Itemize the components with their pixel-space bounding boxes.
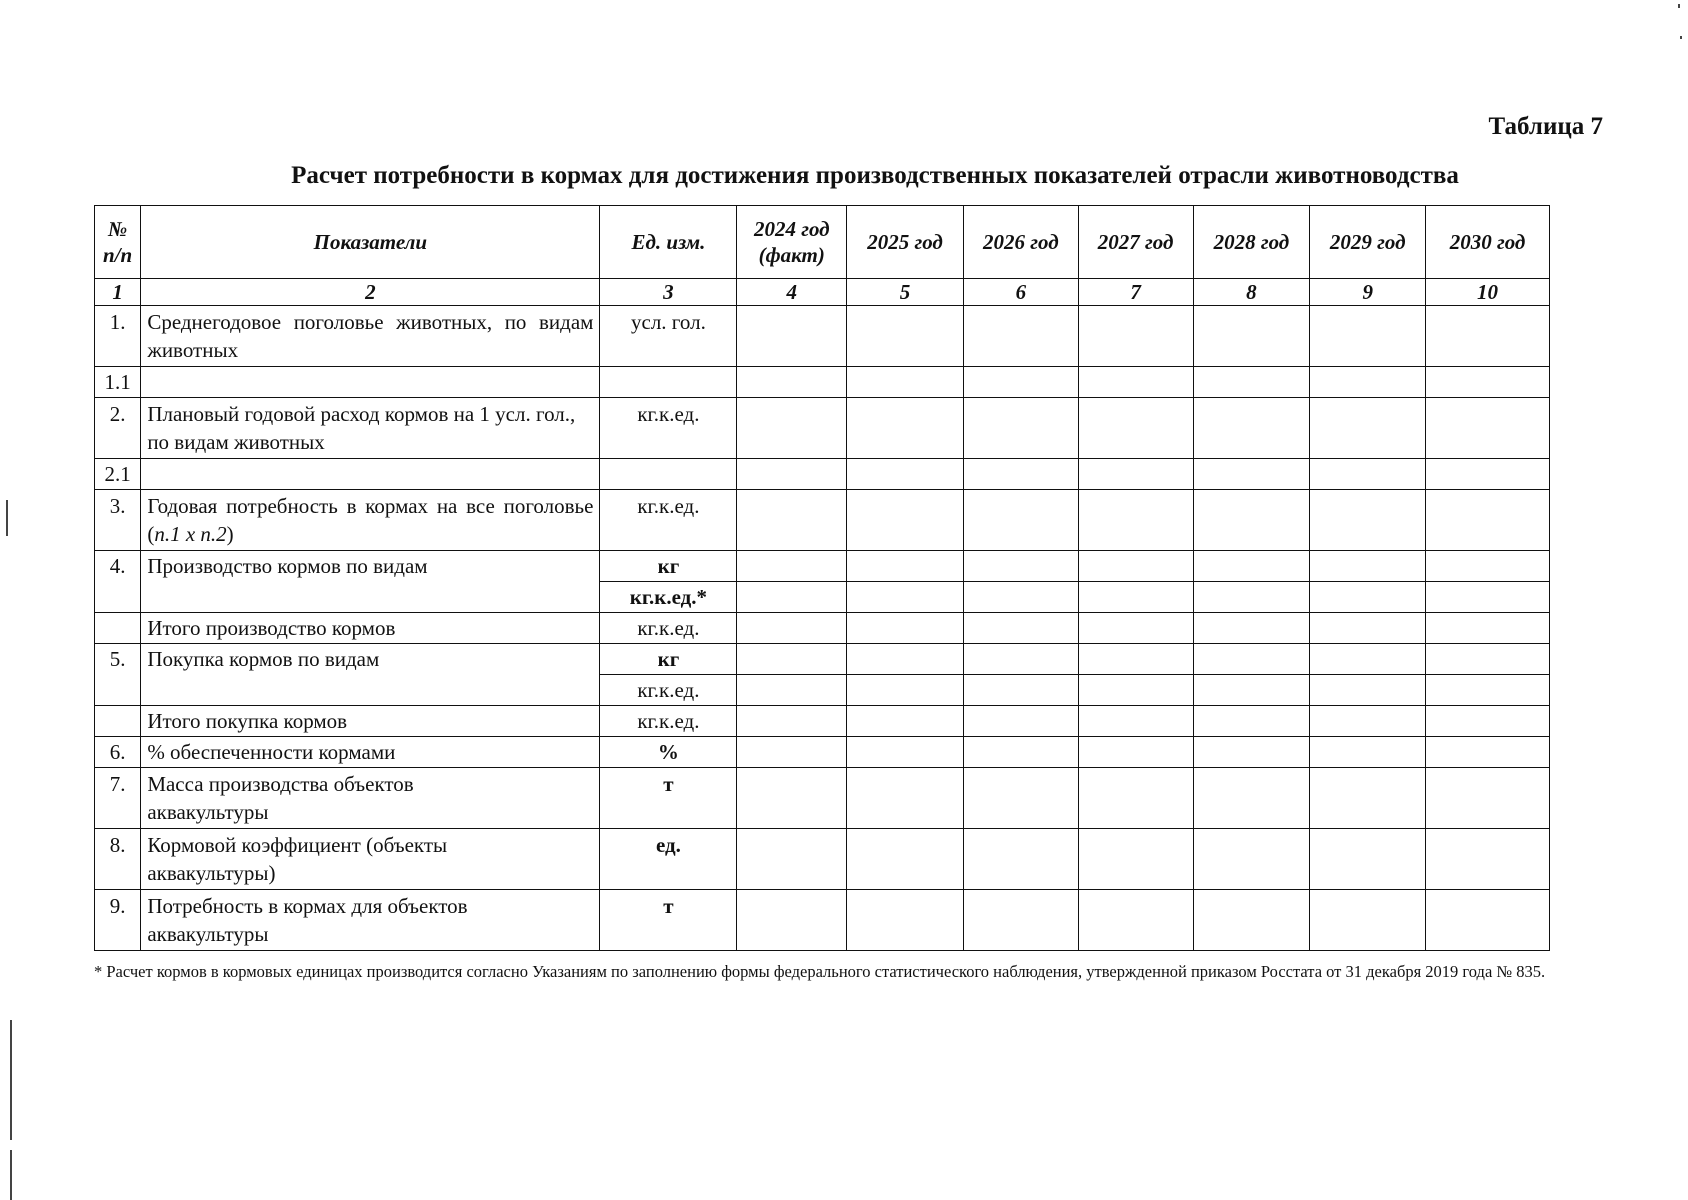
table-number: Таблица 7 xyxy=(1488,113,1603,140)
value-cell xyxy=(1310,737,1426,768)
row-number: 2.1 xyxy=(95,459,141,490)
value-cell xyxy=(1193,398,1310,459)
row-unit: ед. xyxy=(600,829,737,890)
value-cell xyxy=(1426,459,1550,490)
value-cell xyxy=(1078,737,1193,768)
value-cell xyxy=(1193,490,1310,551)
value-cell xyxy=(1310,675,1426,706)
row-indicator: Плановый годовой расход кормов на 1 усл. гол., по видам животных xyxy=(141,398,600,459)
value-cell xyxy=(737,613,847,644)
value-cell xyxy=(1193,737,1310,768)
col-number: 2 xyxy=(141,279,600,306)
value-cell xyxy=(847,890,964,951)
value-cell xyxy=(963,490,1078,551)
table-row xyxy=(95,829,1550,890)
value-cell xyxy=(1078,890,1193,951)
row-indicator: Итого покупка кормов xyxy=(141,706,600,737)
value-cell xyxy=(963,459,1078,490)
col-header-2024: 2024 год (факт) xyxy=(737,206,847,279)
value-cell xyxy=(1310,706,1426,737)
value-cell xyxy=(1193,644,1310,675)
col-header-2029: 2029 год xyxy=(1310,206,1426,279)
row-indicator: Итого производство кормов xyxy=(141,613,600,644)
value-cell xyxy=(1426,829,1550,890)
value-cell xyxy=(1426,644,1550,675)
row-number: 6. xyxy=(95,737,141,768)
value-cell xyxy=(1193,890,1310,951)
row-unit: усл. гол. xyxy=(600,306,737,367)
row-indicator: Кормовой коэффициент (объекты аквакультуры) xyxy=(141,829,600,890)
value-cell xyxy=(1310,490,1426,551)
row-indicator-text: Годовая потребность в кормах на все поголовье ( xyxy=(147,494,594,546)
row-indicator: Масса производства объектов аквакультуры xyxy=(141,768,600,829)
column-number-row xyxy=(95,279,1550,306)
col-header-2026: 2026 год xyxy=(963,206,1078,279)
value-cell xyxy=(1426,306,1550,367)
value-cell xyxy=(963,768,1078,829)
value-cell xyxy=(737,706,847,737)
value-cell xyxy=(1310,398,1426,459)
row-unit: кг.к.ед. xyxy=(600,398,737,459)
value-cell xyxy=(847,306,964,367)
value-cell xyxy=(1426,367,1550,398)
value-cell xyxy=(847,644,964,675)
value-cell xyxy=(847,459,964,490)
value-cell xyxy=(963,706,1078,737)
value-cell xyxy=(963,644,1078,675)
value-cell xyxy=(1078,306,1193,367)
value-cell xyxy=(1426,613,1550,644)
table-header-row xyxy=(95,206,1550,279)
row-unit: кг.к.ед. xyxy=(600,706,737,737)
row-indicator: Среднегодовое поголовье животных, по видам животных xyxy=(141,306,600,367)
value-cell xyxy=(737,675,847,706)
col-number: 10 xyxy=(1426,279,1550,306)
value-cell xyxy=(1078,675,1193,706)
table-row xyxy=(95,306,1550,367)
feed-requirement-table xyxy=(94,205,1550,951)
value-cell xyxy=(1078,644,1193,675)
value-cell xyxy=(1426,490,1550,551)
row-number: 8. xyxy=(95,829,141,890)
value-cell xyxy=(1193,768,1310,829)
value-cell xyxy=(737,551,847,582)
row-unit: кг.к.ед. xyxy=(600,675,737,706)
scan-artifact-dot xyxy=(1678,4,1680,8)
value-cell xyxy=(737,737,847,768)
value-cell xyxy=(847,829,964,890)
col-header-2028: 2028 год xyxy=(1193,206,1310,279)
col-header-2030: 2030 год xyxy=(1426,206,1550,279)
value-cell xyxy=(1310,829,1426,890)
col-number: 9 xyxy=(1310,279,1426,306)
row-number: 1.1 xyxy=(95,367,141,398)
document-title: Расчет потребности в кормах для достижения производственных показателей отрасли животноводства xyxy=(291,162,1459,189)
value-cell xyxy=(1310,582,1426,613)
value-cell xyxy=(847,768,964,829)
row-unit: кг.к.ед. xyxy=(600,490,737,551)
row-indicator: Потребность в кормах для объектов аквакультуры xyxy=(141,890,600,951)
table-row xyxy=(95,367,1550,398)
footnote: * Расчет кормов в кормовых единицах производится согласно Указаниям по заполнению формы федерального статистического наблюдения, утвержденной приказом Росстата от 31 декабря 2019 года № 835. xyxy=(94,962,1546,981)
value-cell xyxy=(1193,459,1310,490)
row-indicator-formula: п.1 х п.2 xyxy=(154,522,227,546)
value-cell xyxy=(1193,582,1310,613)
value-cell xyxy=(1078,582,1193,613)
scan-artifact-line xyxy=(6,500,8,536)
value-cell xyxy=(1078,490,1193,551)
row-unit: кг.к.ед. xyxy=(600,613,737,644)
value-cell xyxy=(1193,551,1310,582)
value-cell xyxy=(847,737,964,768)
row-number: 7. xyxy=(95,768,141,829)
row-unit: кг xyxy=(600,644,737,675)
row-unit xyxy=(600,459,737,490)
col-header-2025: 2025 год xyxy=(847,206,964,279)
row-number: 5. xyxy=(95,644,141,706)
value-cell xyxy=(847,675,964,706)
value-cell xyxy=(1078,706,1193,737)
value-cell xyxy=(963,675,1078,706)
value-cell xyxy=(1078,551,1193,582)
col-number: 1 xyxy=(95,279,141,306)
value-cell xyxy=(1193,675,1310,706)
value-cell xyxy=(737,890,847,951)
col-number: 8 xyxy=(1193,279,1310,306)
col-number: 4 xyxy=(737,279,847,306)
row-indicator xyxy=(141,459,600,490)
scan-artifact-dot xyxy=(1680,36,1682,39)
value-cell xyxy=(1310,459,1426,490)
value-cell xyxy=(847,706,964,737)
value-cell xyxy=(737,459,847,490)
row-number: 1. xyxy=(95,306,141,367)
row-indicator xyxy=(141,367,600,398)
value-cell xyxy=(1310,613,1426,644)
value-cell xyxy=(1193,367,1310,398)
table-row xyxy=(95,644,1550,675)
value-cell xyxy=(963,367,1078,398)
value-cell xyxy=(847,613,964,644)
row-indicator: Производство кормов по видам xyxy=(141,551,600,613)
value-cell xyxy=(1426,398,1550,459)
value-cell xyxy=(1193,829,1310,890)
row-unit: % xyxy=(600,737,737,768)
row-unit: кг xyxy=(600,551,737,582)
value-cell xyxy=(963,737,1078,768)
value-cell xyxy=(737,829,847,890)
value-cell xyxy=(737,398,847,459)
value-cell xyxy=(1426,675,1550,706)
scan-artifact-line xyxy=(10,1020,12,1140)
table-row xyxy=(95,768,1550,829)
value-cell xyxy=(963,613,1078,644)
value-cell xyxy=(1310,768,1426,829)
value-cell xyxy=(1078,398,1193,459)
row-indicator: Покупка кормов по видам xyxy=(141,644,600,706)
value-cell xyxy=(1310,890,1426,951)
value-cell xyxy=(1310,551,1426,582)
value-cell xyxy=(1310,306,1426,367)
value-cell xyxy=(1078,459,1193,490)
value-cell xyxy=(1310,367,1426,398)
col-header-2027: 2027 год xyxy=(1078,206,1193,279)
value-cell xyxy=(847,551,964,582)
col-header-unit: Ед. изм. xyxy=(600,206,737,279)
col-header-number: № п/п xyxy=(95,206,141,279)
table-row xyxy=(95,490,1550,551)
value-cell xyxy=(1426,768,1550,829)
scan-artifact-line xyxy=(10,1150,12,1200)
value-cell xyxy=(1426,737,1550,768)
value-cell xyxy=(737,490,847,551)
col-number: 3 xyxy=(600,279,737,306)
row-number: 4. xyxy=(95,551,141,613)
row-indicator-tail: ) xyxy=(226,522,234,546)
value-cell xyxy=(737,768,847,829)
value-cell xyxy=(1426,551,1550,582)
row-unit: т xyxy=(600,768,737,829)
value-cell xyxy=(737,644,847,675)
row-number: 3. xyxy=(95,490,141,551)
row-unit xyxy=(600,367,737,398)
table-row xyxy=(95,398,1550,459)
value-cell xyxy=(1426,582,1550,613)
row-number: 9. xyxy=(95,890,141,951)
row-indicator: % обеспеченности кормами xyxy=(141,737,600,768)
row-unit: кг.к.ед.* xyxy=(600,582,737,613)
value-cell xyxy=(737,306,847,367)
table-row xyxy=(95,890,1550,951)
table-row xyxy=(95,737,1550,768)
row-number xyxy=(95,706,141,737)
value-cell xyxy=(963,829,1078,890)
value-cell xyxy=(1078,367,1193,398)
value-cell xyxy=(963,890,1078,951)
value-cell xyxy=(963,306,1078,367)
row-indicator xyxy=(141,490,600,551)
value-cell xyxy=(737,367,847,398)
value-cell xyxy=(737,582,847,613)
value-cell xyxy=(1426,706,1550,737)
value-cell xyxy=(847,490,964,551)
value-cell xyxy=(1078,829,1193,890)
col-number: 7 xyxy=(1078,279,1193,306)
value-cell xyxy=(1193,613,1310,644)
value-cell xyxy=(847,582,964,613)
value-cell xyxy=(963,551,1078,582)
value-cell xyxy=(1078,768,1193,829)
value-cell xyxy=(1078,613,1193,644)
value-cell xyxy=(1193,306,1310,367)
value-cell xyxy=(963,398,1078,459)
row-unit: т xyxy=(600,890,737,951)
row-number xyxy=(95,613,141,644)
table-row xyxy=(95,613,1550,644)
value-cell xyxy=(1310,644,1426,675)
value-cell xyxy=(847,367,964,398)
table-row xyxy=(95,551,1550,582)
col-number: 6 xyxy=(963,279,1078,306)
value-cell xyxy=(847,398,964,459)
value-cell xyxy=(1426,890,1550,951)
col-number: 5 xyxy=(847,279,964,306)
table-row xyxy=(95,706,1550,737)
col-header-indicators: Показатели xyxy=(141,206,600,279)
value-cell xyxy=(1193,706,1310,737)
row-number: 2. xyxy=(95,398,141,459)
table-row xyxy=(95,459,1550,490)
value-cell xyxy=(963,582,1078,613)
